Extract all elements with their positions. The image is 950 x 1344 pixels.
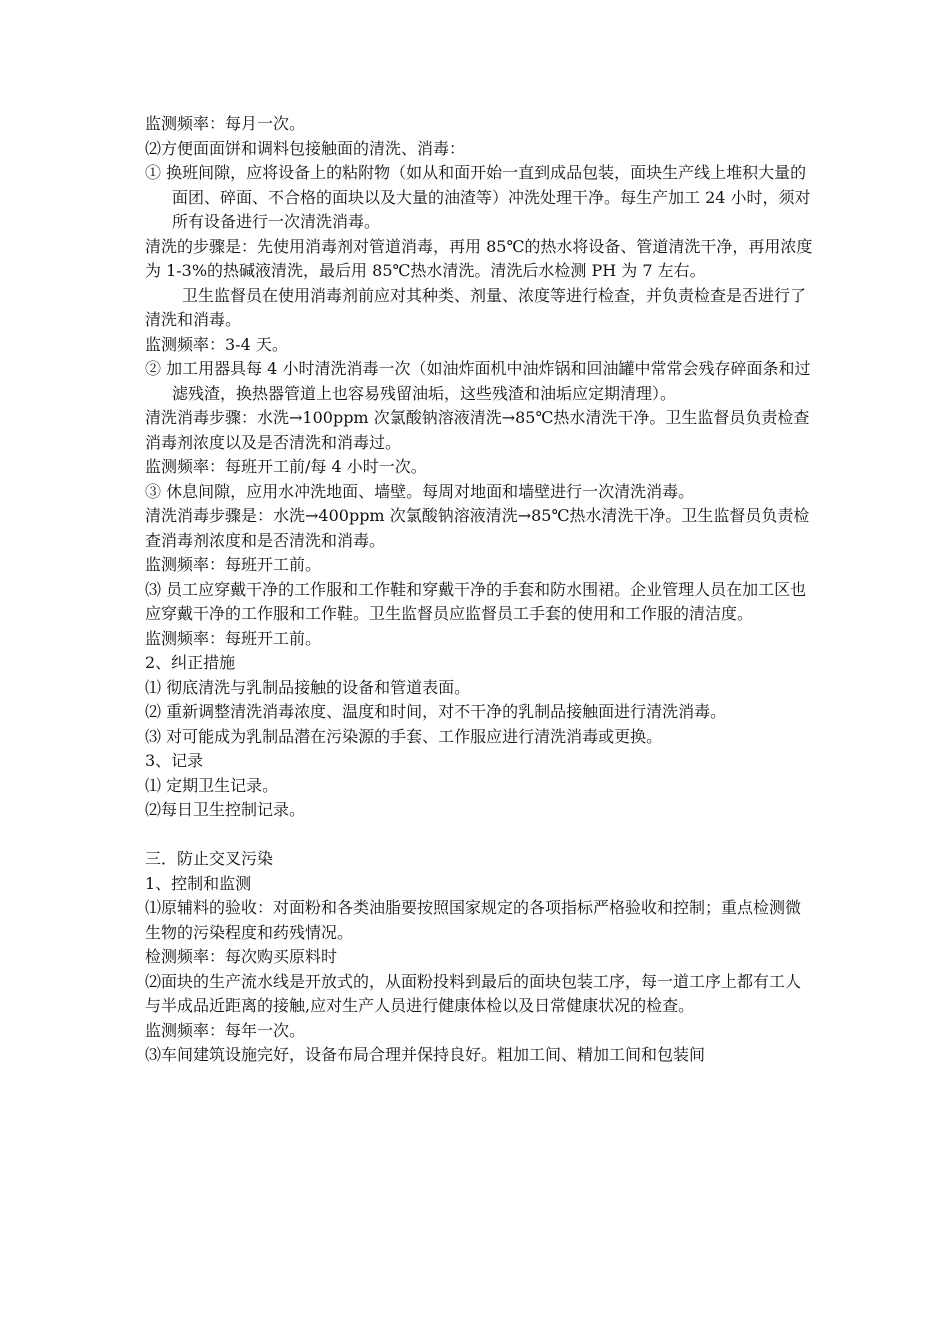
list-item-utensil-cleaning: ② 加工用器具每 4 小时清洗消毒一次（如油炸面机中油炸锅和回油罐中常常会残存碎面条和过滤残渣，换热器管道上也容易残留油垢，这些残渣和油垢应定期清理）。 xyxy=(145,359,811,403)
paragraph-frequency-purchase: 检测频率：每次购买原料时 xyxy=(145,947,338,966)
list-item-raw-material-acceptance: ⑴原辅料的验收：对面粉和各类油脂要按照国家规定的各项指标严格验收和控制；重点检测微生物的污染程度和药残情况。 xyxy=(145,898,802,942)
list-item-workshop-facilities: ⑶车间建筑设施完好，设备布局合理并保持良好。粗加工间、精加工间和包装间 xyxy=(145,1045,706,1064)
document-body xyxy=(145,112,815,1068)
section-heading-corrective: 2、纠正措施 xyxy=(145,653,236,672)
list-item-corrective-1: ⑴ 彻底清洗与乳制品接触的设备和管道表面。 xyxy=(145,677,471,697)
list-item-production-line: ⑵面块的生产流水线是开放式的，从面粉投料到最后的面块包装工序，每一道工序上都有工人与半成品近距离的接触,应对生产人员进行健康体检以及日常健康状况的检查。 xyxy=(145,971,802,1015)
paragraph-inspector-duty: 卫生监督员在使用消毒剂前应对其种类、剂量、浓度等进行检查，并负责检查是否进行了清洗和消毒。 xyxy=(145,285,807,329)
section-heading-records: 3、记录 xyxy=(145,751,204,770)
paragraph-utensil-steps: 清洗消毒步骤：水洗→100ppm 次氯酸钠溶液清洗→85℃热水清洗干净。卫生监督员负责检查消毒剂浓度以及是否清洗和消毒过。 xyxy=(145,408,810,452)
paragraph-frequency-monthly: 监测频率：每月一次。 xyxy=(145,114,306,133)
chapter-heading-cross-contamination: 三．防止交叉污染 xyxy=(145,849,274,868)
list-item-floor-wall-cleaning: ③ 休息间隙，应用水冲洗地面、墙壁。每周对地面和墙壁进行一次清洗消毒。 xyxy=(145,481,695,501)
paragraph-cleaning-steps: 清洗的步骤是：先使用消毒剂对管道消毒，再用 85℃的热水将设备、管道清洗干净，再用浓度为 1-3%的热碱液清洗，最后用 85℃热水清洗。清洗后水检测 PH 为 7 左右。 xyxy=(145,236,813,280)
section-heading-control-monitoring: 1、控制和监测 xyxy=(145,873,252,893)
paragraph-frequency-yearly: 监测频率：每年一次。 xyxy=(145,1020,306,1040)
paragraph-frequency-shift-b: 监测频率：每班开工前。 xyxy=(145,628,322,648)
paragraph-frequency-shift-a: 监测频率：每班开工前。 xyxy=(145,555,322,574)
paragraph-frequency-shift-4h: 监测频率：每班开工前/每 4 小时一次。 xyxy=(145,457,427,476)
list-item-record-2: ⑵每日卫生控制记录。 xyxy=(145,800,306,819)
list-item-corrective-3: ⑶ 对可能成为乳制品潜在污染源的手套、工作服应进行清洗消毒或更换。 xyxy=(145,726,663,746)
paragraph-floor-steps: 清洗消毒步骤是：水洗→400ppm 次氯酸钠溶液清洗→85℃热水清洗干净。卫生监督员负责检查消毒剂浓度和是否清洗和消毒。 xyxy=(145,506,810,550)
list-item-corrective-2: ⑵ 重新调整清洗消毒浓度、温度和时间，对不干净的乳制品接触面进行清洗消毒。 xyxy=(145,702,727,721)
blank-line xyxy=(145,823,815,848)
list-item-record-1: ⑴ 定期卫生记录。 xyxy=(145,775,279,795)
paragraph-frequency-days: 监测频率：3-4 天。 xyxy=(145,334,288,354)
paragraph-staff-clothing: ⑶ 员工应穿戴干净的工作服和工作鞋和穿戴干净的手套和防水围裙。企业管理人员在加工区也应穿戴干净的工作服和工作鞋。卫生监督员应监督员工手套的使用和工作服的清洁度。 xyxy=(145,579,807,623)
list-item-shift-cleaning: ① 换班间隙，应将设备上的粘附物（如从和面开始一直到成品包装，面块生产线上堆积大量的面团、碎面、不合格的面块以及大量的油渣等）冲洗处理干净。每生产加工 24 小时，须对所有设备进行一次清洗消毒。 xyxy=(145,163,811,231)
paragraph-surface-cleaning-heading: ⑵方便面面饼和调料包接触面的清洗、消毒： xyxy=(145,138,466,158)
